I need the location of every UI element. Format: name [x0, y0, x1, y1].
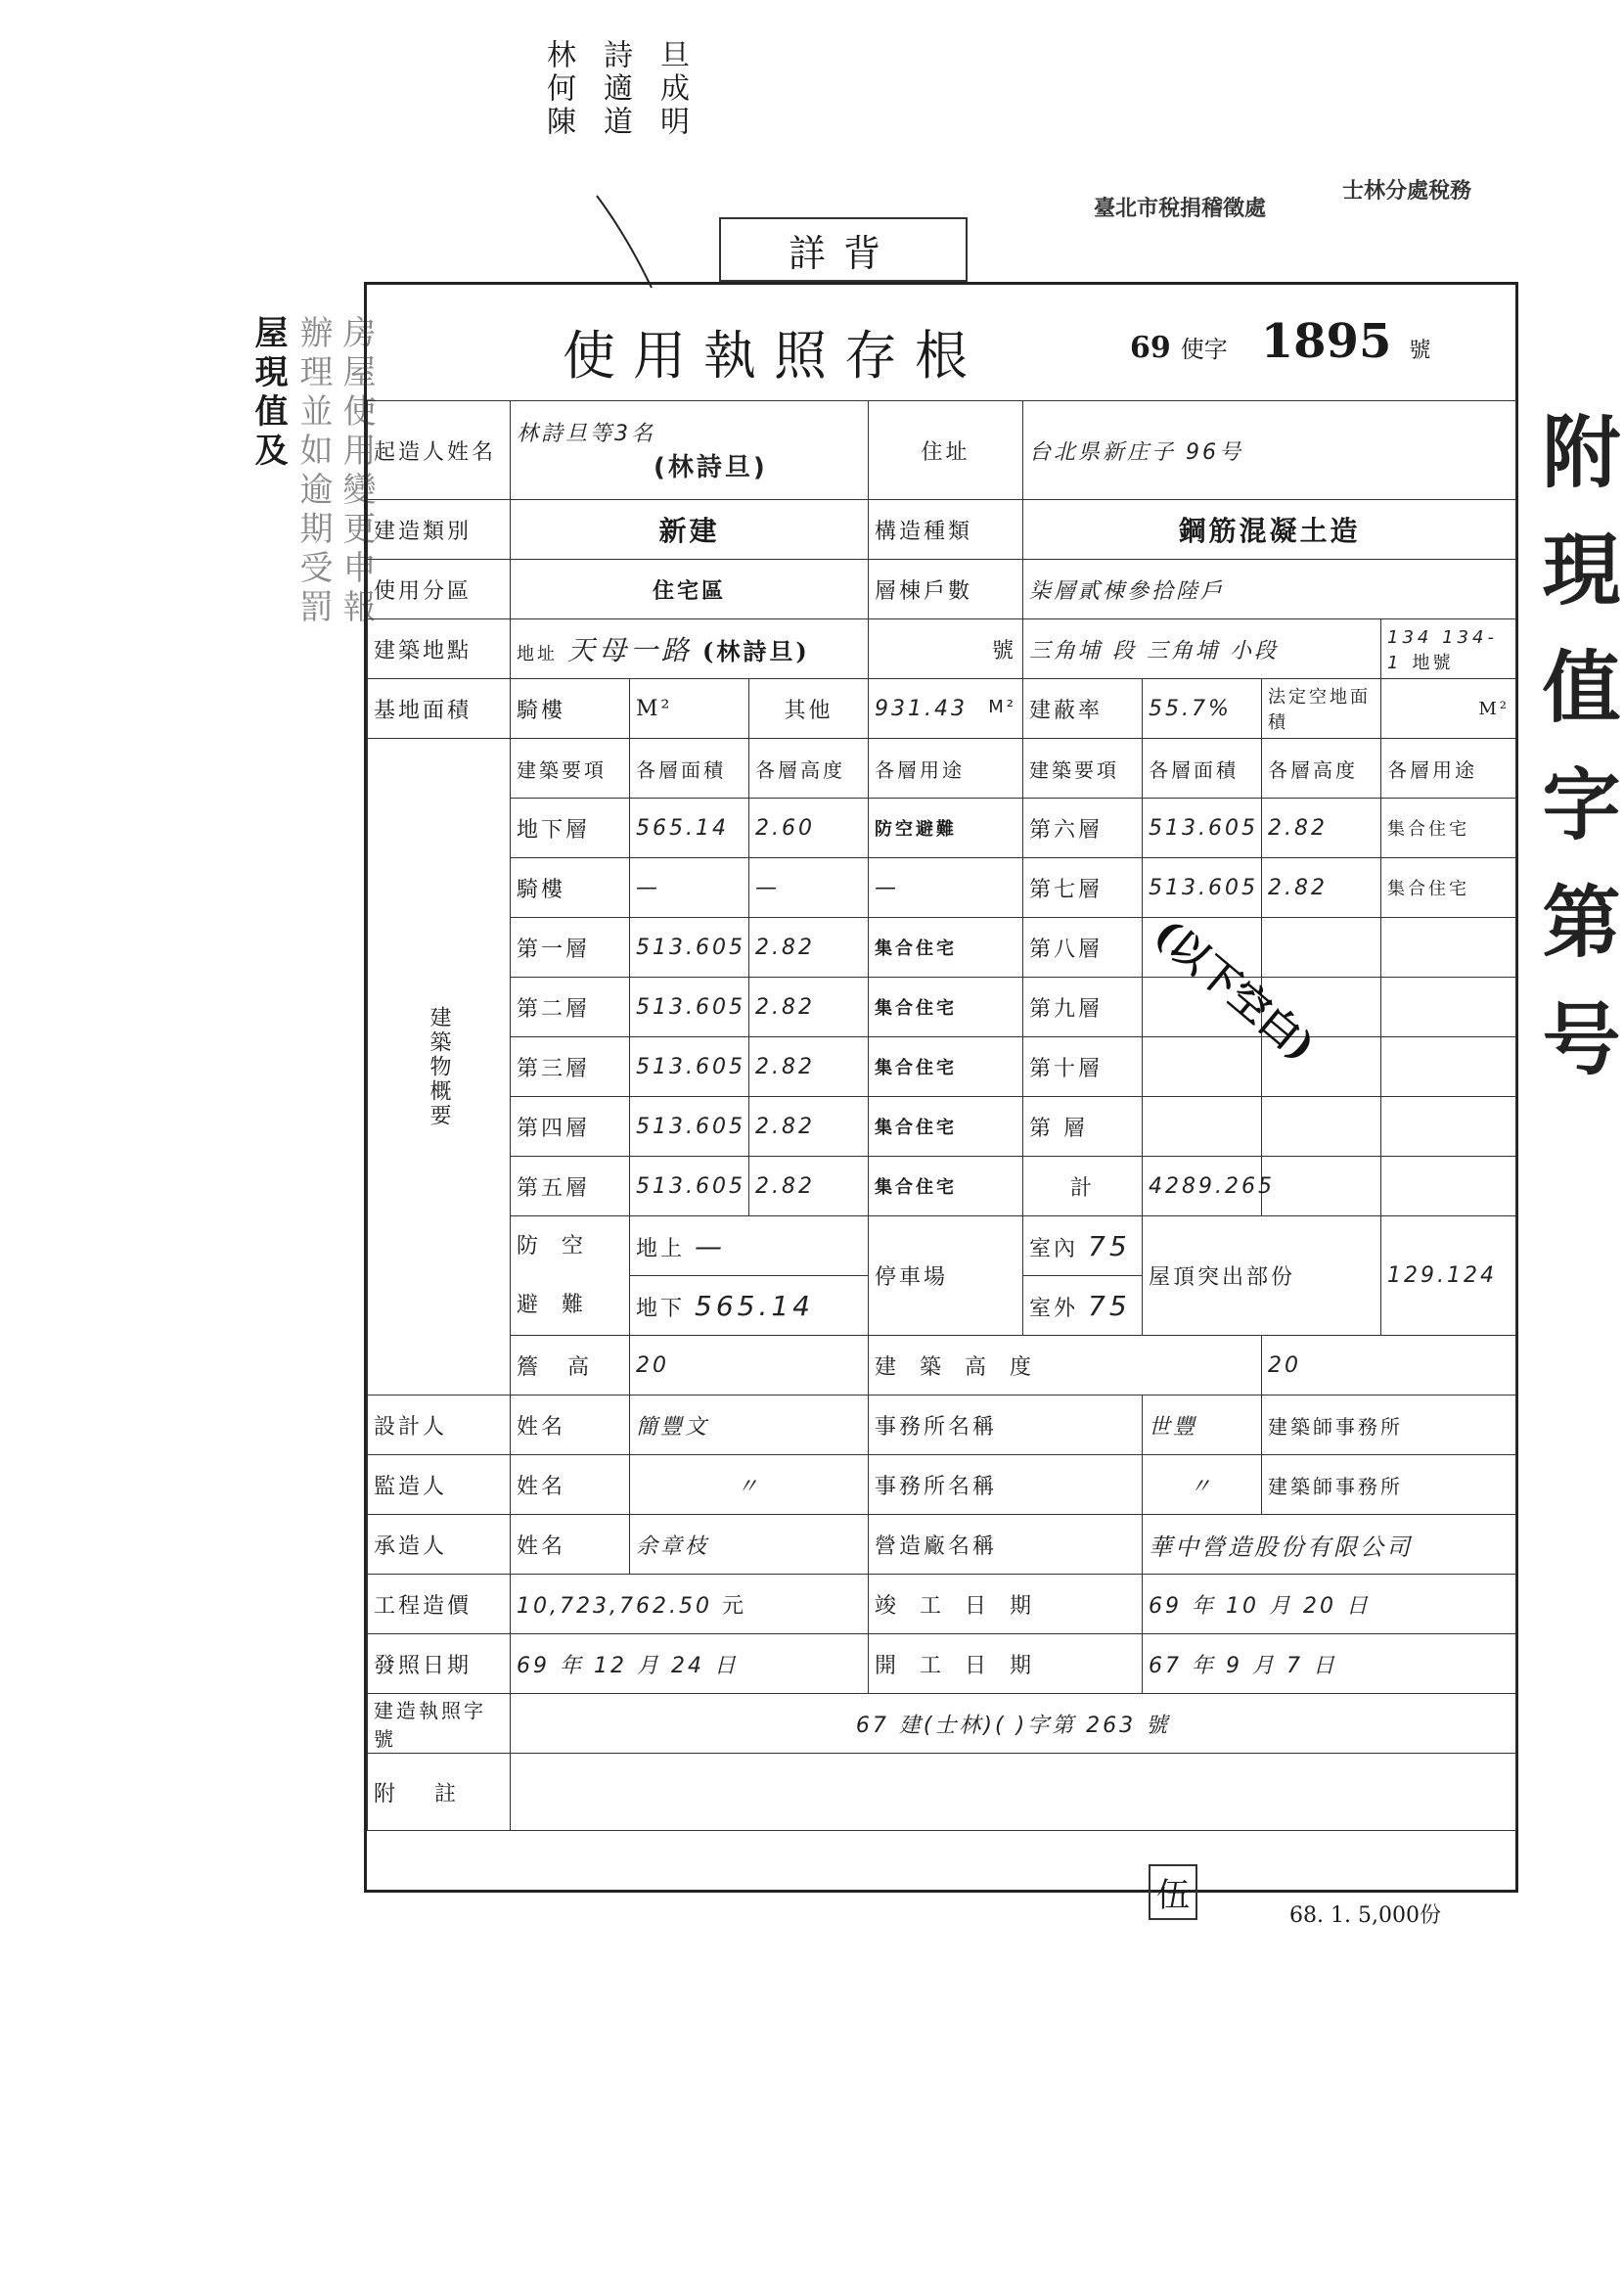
shelter-label: 防空避難	[511, 1216, 630, 1336]
floor-right-name: 第 層	[1023, 1097, 1143, 1157]
number-value: 1895	[1260, 314, 1392, 369]
floor-row	[368, 799, 1516, 858]
contractor-label: 承造人	[368, 1515, 511, 1575]
floor-left-height: 2.82	[749, 978, 869, 1037]
floor-left-name: 第二層	[511, 978, 630, 1037]
designer-name: 簡豐文	[630, 1396, 869, 1455]
floor-right-height	[1262, 1097, 1381, 1157]
cost-unit: 元	[721, 1593, 746, 1619]
start-value: 67 年 9 月 7 日	[1143, 1634, 1516, 1694]
branch-stamp: 士林分處稅務	[1342, 178, 1472, 204]
floors-value: 柒層貳棟參拾陸戶	[1023, 560, 1516, 619]
right-edge-text: 附現值字第号	[1529, 411, 1621, 1116]
header-7: 各層用途	[1381, 739, 1516, 799]
arcade-unit-cell	[630, 679, 749, 739]
issue-value: 69 年 12 月 24 日	[511, 1634, 869, 1694]
row-shelter-above	[368, 1216, 1516, 1276]
floor-right-name: 計	[1023, 1157, 1143, 1216]
row-floor-headers	[368, 739, 1516, 799]
other-label: 其他	[749, 679, 869, 739]
floor-right-height	[1262, 1157, 1381, 1216]
floor-row	[368, 1157, 1516, 1216]
shelter-below-label: 地下	[636, 1296, 686, 1321]
header-1: 各層面積	[630, 739, 749, 799]
floor-right-name: 第十層	[1023, 1037, 1143, 1097]
cost-label: 工程造價	[368, 1575, 511, 1634]
sidebar-column-2: 辦理並如逾期受罰	[293, 315, 333, 628]
detail-stamp: 詳背	[719, 217, 968, 282]
site-label: 建築地點	[368, 619, 511, 679]
row-note	[368, 1754, 1516, 1831]
site-value: 天母一路	[567, 634, 694, 666]
blank-below-stamp: (以下空白)	[1146, 910, 1324, 1071]
row-contractor	[368, 1515, 1516, 1575]
floor-left-use: 集合住宅	[869, 1037, 1023, 1097]
floor-left-height: 2.82	[749, 1037, 869, 1097]
start-label: 開工日期	[869, 1634, 1143, 1694]
contractor-factory: 華中營造股份有限公司	[1143, 1515, 1516, 1575]
cost-value: 10,723,762.50	[517, 1593, 712, 1619]
site-seal: (林詩旦)	[702, 637, 810, 665]
number-suffix: 號	[1409, 339, 1431, 363]
parking-in-value: 75	[1088, 1229, 1131, 1262]
floor-left-area: 513.605	[630, 978, 749, 1037]
designer-office-suffix: 建築師事務所	[1262, 1396, 1516, 1455]
floor-left-height: 2.60	[749, 799, 869, 858]
shelter-below-cell	[630, 1276, 869, 1336]
other-value: 931.43	[875, 696, 968, 721]
site-lot-label: 地號	[1412, 652, 1454, 673]
row-build-type	[368, 500, 1516, 560]
row-designer	[368, 1396, 1516, 1455]
floor-right-area: 4289.265	[1143, 1157, 1262, 1216]
floor-left-name: 第五層	[511, 1157, 630, 1216]
permit-value: 67 建(士林)( )字第 263 號	[511, 1694, 1516, 1754]
address-label: 住址	[869, 401, 1023, 500]
name-column-1: 林何陳	[541, 39, 575, 139]
parking-in-label: 室內	[1029, 1236, 1079, 1261]
header-3: 各層用途	[869, 739, 1023, 799]
floor-left-height: —	[749, 858, 869, 918]
floor-right-use	[1381, 978, 1516, 1037]
floor-right-height: 2.82	[1262, 858, 1381, 918]
address-value: 台北県新庄子 96号	[1023, 401, 1516, 500]
contractor-factory-label: 營造廠名稱	[869, 1515, 1143, 1575]
floor-left-height: 2.82	[749, 1157, 869, 1216]
site-address-label: 地址	[517, 644, 558, 664]
parking-out-cell	[1023, 1276, 1143, 1336]
floor-left-name: 第三層	[511, 1037, 630, 1097]
sidebar-column-1: 屋現值及	[248, 315, 288, 472]
floor-row	[368, 978, 1516, 1037]
height-label: 建築高度	[869, 1336, 1262, 1396]
area-label: 基地面積	[368, 679, 511, 739]
row-applicant	[368, 401, 1516, 500]
row-issue	[368, 1634, 1516, 1694]
floor-left-name: 第一層	[511, 918, 630, 978]
note-label: 附註	[368, 1754, 511, 1831]
applicant-cell	[511, 401, 869, 500]
floor-left-use: 集合住宅	[869, 978, 1023, 1037]
row-cost	[368, 1575, 1516, 1634]
floor-right-area	[1143, 1097, 1262, 1157]
designer-label: 設計人	[368, 1396, 511, 1455]
number-prefix: 69	[1130, 331, 1171, 365]
floor-row	[368, 1097, 1516, 1157]
name-pointer-line	[587, 186, 665, 294]
row-zone	[368, 560, 1516, 619]
floor-left-area: 565.14	[630, 799, 749, 858]
print-run-footer: 68. 1. 5,000份	[1289, 1903, 1441, 1928]
floor-right-use	[1381, 918, 1516, 978]
issue-label: 發照日期	[368, 1634, 511, 1694]
floor-left-height: 2.82	[749, 918, 869, 978]
floor-right-use	[1381, 1097, 1516, 1157]
designer-office-label: 事務所名稱	[869, 1396, 1143, 1455]
open-label: 法定空地面積	[1262, 679, 1381, 739]
row-supervisor	[368, 1455, 1516, 1515]
applicant-seal: (林詩旦)	[654, 453, 768, 482]
coverage-label: 建蔽率	[1023, 679, 1143, 739]
note-value	[511, 1754, 1516, 1831]
floor-right-use: 集合住宅	[1381, 799, 1516, 858]
floor-left-name: 地下層	[511, 799, 630, 858]
floor-left-height: 2.82	[749, 1097, 869, 1157]
structure-value: 鋼筋混凝土造	[1023, 500, 1516, 560]
floor-left-use: 集合住宅	[869, 1157, 1023, 1216]
floor-left-use: 集合住宅	[869, 918, 1023, 978]
arcade-label: 騎樓	[511, 679, 630, 739]
floor-left-name: 騎樓	[511, 858, 630, 918]
parking-out-label: 室外	[1029, 1296, 1079, 1321]
contractor-name-label: 姓名	[511, 1515, 630, 1575]
floor-right-name: 第六層	[1023, 799, 1143, 858]
floor-right-height: 2.82	[1262, 799, 1381, 858]
arcade-unit: M²	[636, 696, 673, 721]
designer-name-label: 姓名	[511, 1396, 630, 1455]
floor-left-use: 集合住宅	[869, 1097, 1023, 1157]
floor-left-use: 防空避難	[869, 799, 1023, 858]
floor-right-height	[1262, 918, 1381, 978]
floor-row	[368, 1037, 1516, 1097]
cost-cell	[511, 1575, 869, 1634]
build-type-value: 新建	[511, 500, 869, 560]
floor-left-area: —	[630, 858, 749, 918]
form-title: 使用執照存根	[563, 325, 985, 387]
supervisor-office: 〃	[1143, 1455, 1262, 1515]
roof-value: 129.124	[1381, 1216, 1516, 1336]
zone-value: 住宅區	[511, 560, 869, 619]
name-column-2: 詩適道	[598, 39, 632, 139]
floor-right-area: 513.605	[1143, 858, 1262, 918]
other-unit: M²	[988, 696, 1017, 717]
other-cell	[869, 679, 1023, 739]
structure-label: 構造種類	[869, 500, 1023, 560]
designer-office: 世豐	[1143, 1396, 1262, 1455]
supervisor-name-label: 姓名	[511, 1455, 630, 1515]
applicant-label: 起造人姓名	[368, 401, 511, 500]
row-permit	[368, 1694, 1516, 1754]
floor-right-area: 513.605	[1143, 799, 1262, 858]
eave-value: 20	[630, 1336, 869, 1396]
floor-right-name: 第七層	[1023, 858, 1143, 918]
parking-label: 停車場	[869, 1216, 1023, 1336]
complete-value: 69 年 10 月 20 日	[1143, 1575, 1516, 1634]
shelter-below-value: 565.14	[695, 1289, 814, 1322]
site-lot-cell	[1381, 619, 1516, 679]
header-4: 建築要項	[1023, 739, 1143, 799]
floor-row	[368, 858, 1516, 918]
zone-label: 使用分區	[368, 560, 511, 619]
floor-right-area	[1143, 1037, 1262, 1097]
supervisor-name: 〃	[630, 1455, 869, 1515]
number-unit: 使字	[1180, 336, 1228, 363]
building-section-label: 建築物概要	[368, 739, 511, 1396]
supervisor-office-label: 事務所名稱	[869, 1455, 1143, 1515]
floor-left-name: 第四層	[511, 1097, 630, 1157]
row-site	[368, 619, 1516, 679]
open-unit: M²	[1478, 698, 1511, 719]
floor-right-name: 第九層	[1023, 978, 1143, 1037]
site-lot: 134 134-1	[1387, 626, 1498, 673]
supervisor-label: 監造人	[368, 1455, 511, 1515]
row-area	[368, 679, 1516, 739]
coverage-value: 55.7%	[1143, 679, 1262, 739]
header-2: 各層高度	[749, 739, 869, 799]
floor-left-area: 513.605	[630, 1157, 749, 1216]
site-cell	[511, 619, 869, 679]
shelter-above-value: —	[695, 1229, 727, 1262]
floor-left-area: 513.605	[630, 1097, 749, 1157]
floor-right-use	[1381, 1157, 1516, 1216]
floor-right-use: 集合住宅	[1381, 858, 1516, 918]
parking-out-value: 75	[1088, 1289, 1131, 1322]
height-value: 20	[1262, 1336, 1516, 1396]
floor-left-area: 513.605	[630, 1037, 749, 1097]
floor-right-name: 第八層	[1023, 918, 1143, 978]
floor-left-area: 513.605	[630, 918, 749, 978]
wu-mark: 伍	[1149, 1864, 1197, 1920]
row-height	[368, 1336, 1516, 1396]
site-section: 三角埔 段 三角埔 小段	[1023, 619, 1381, 679]
open-unit-cell	[1381, 679, 1516, 739]
shelter-above-cell	[630, 1216, 869, 1276]
header-6: 各層高度	[1262, 739, 1381, 799]
shelter-above-label: 地上	[636, 1236, 686, 1261]
permit-table	[367, 400, 1516, 1831]
floor-row	[368, 918, 1516, 978]
permit-number	[1130, 314, 1430, 369]
permit-label: 建造執照字號	[368, 1694, 511, 1754]
roof-label: 屋頂突出部份	[1143, 1216, 1381, 1336]
complete-label: 竣工日期	[869, 1575, 1143, 1634]
floors-label: 層棟戶數	[869, 560, 1023, 619]
tax-office-stamp: 臺北市稅捐稽徵處	[1094, 196, 1267, 221]
eave-label: 簷高	[511, 1336, 630, 1396]
supervisor-office-suffix: 建築師事務所	[1262, 1455, 1516, 1515]
floor-left-use: —	[869, 858, 1023, 918]
parking-in-cell	[1023, 1216, 1143, 1276]
name-column-3: 旦成明	[654, 39, 689, 139]
floor-right-use	[1381, 1037, 1516, 1097]
site-no-label: 號	[869, 619, 1023, 679]
sidebar-column-3: 房屋使用變更申報	[337, 315, 376, 628]
usage-permit-form	[364, 282, 1518, 1893]
contractor-name: 余章枝	[630, 1515, 869, 1575]
build-type-label: 建造類別	[368, 500, 511, 560]
header-0: 建築要項	[511, 739, 630, 799]
header-5: 各層面積	[1143, 739, 1262, 799]
applicant-value: 林詩旦等3名	[517, 422, 655, 446]
